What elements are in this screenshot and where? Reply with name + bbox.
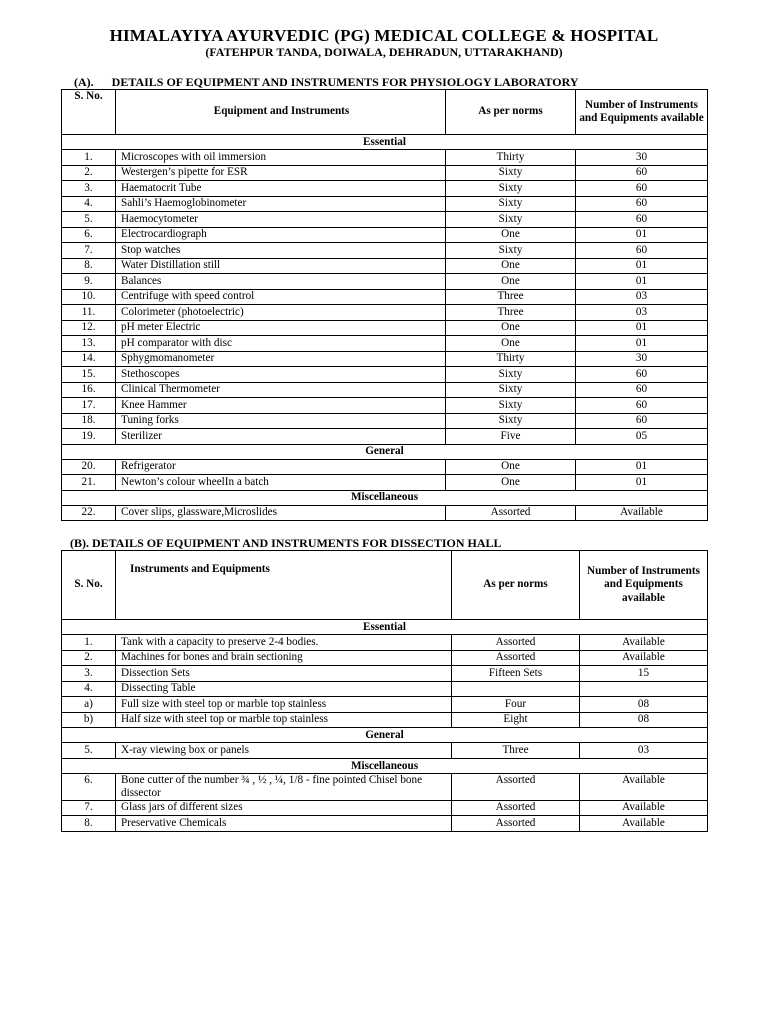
cell-item: Tuning forks [116,413,446,429]
cell-sno: 4. [62,196,116,212]
table-row [62,475,708,491]
table-row [62,712,708,728]
cell-item: Bone cutter of the number ¾ , ½ , ¼, 1/8 - fine pointed Chisel bone dissector [116,773,452,800]
group-label: General [62,444,708,459]
table-row [62,181,708,197]
cell-norms: Fifteen Sets [452,666,580,682]
cell-sno: 8. [62,816,116,832]
table-row [62,305,708,321]
cell-item: Centrifuge with speed control [116,289,446,305]
cell-sno: 4. [62,681,116,697]
cell-available: 05 [576,429,708,445]
cell-norms: Assorted [452,650,580,666]
header-sno: S. No. [62,90,116,135]
cell-norms: One [446,227,576,243]
cell-item: Newton’s colour wheelIn a batch [116,475,446,491]
group-row [62,620,708,635]
cell-norms: Sixty [446,181,576,197]
cell-available: 60 [576,243,708,259]
table-header-row [62,551,708,620]
table-row [62,505,708,521]
page-title: HIMALAYIYA AYURVEDIC (PG) MEDICAL COLLEGE & HOSPITAL [109,26,659,45]
cell-norms: Sixty [446,398,576,414]
table-row [62,165,708,181]
table-row [62,666,708,682]
cell-norms: One [446,459,576,475]
cell-sno: 7. [62,800,116,816]
header-norms: As per norms [446,90,576,135]
cell-available: Available [580,800,708,816]
table-row [62,243,708,259]
cell-sno: 6. [62,227,116,243]
table-row [62,635,708,651]
page-subtitle: (FATEHPUR TANDA, DOIWALA, DEHRADUN, UTTARAKHAND) [205,45,563,59]
table-header-row [62,90,708,135]
cell-item: Colorimeter (photoelectric) [116,305,446,321]
cell-norms: Three [446,289,576,305]
section-a-heading: (A). DETAILS OF EQUIPMENT AND INSTRUMENTS FOR PHYSIOLOGY LABORATORY [74,75,579,89]
cell-item: Knee Hammer [116,398,446,414]
cell-item: X-ray viewing box or panels [116,743,452,759]
cell-sno: 5. [62,743,116,759]
cell-norms: Sixty [446,367,576,383]
cell-norms: Three [446,305,576,321]
cell-available [580,681,708,697]
table-row [62,258,708,274]
cell-available: 01 [576,336,708,352]
group-row [62,135,708,150]
table-row [62,773,708,800]
cell-available: 60 [576,212,708,228]
cell-sno: 3. [62,666,116,682]
cell-norms: Eight [452,712,580,728]
cell-item: Stethoscopes [116,367,446,383]
cell-item: Machines for bones and brain sectioning [116,650,452,666]
cell-sno: 15. [62,367,116,383]
cell-item: Half size with steel top or marble top stainless [116,712,452,728]
physiology-equipment-table [61,89,708,521]
cell-sno: 2. [62,165,116,181]
cell-item: Clinical Thermometer [116,382,446,398]
table-row [62,650,708,666]
cell-available: 60 [576,382,708,398]
cell-available: 03 [580,743,708,759]
table-row [62,816,708,832]
cell-norms: One [446,475,576,491]
group-label: General [62,728,708,743]
table-row [62,413,708,429]
cell-norms: Sixty [446,196,576,212]
cell-norms: One [446,320,576,336]
cell-available: 60 [576,413,708,429]
group-row [62,490,708,505]
table-row [62,743,708,759]
cell-norms: Sixty [446,243,576,259]
cell-sno: 14. [62,351,116,367]
cell-available: Available [580,816,708,832]
table-row [62,800,708,816]
cell-available: 01 [576,274,708,290]
cell-sno: b) [62,712,116,728]
cell-item: Dissection Sets [116,666,452,682]
cell-available: 60 [576,398,708,414]
cell-norms: Thirty [446,150,576,166]
cell-item: Dissecting Table [116,681,452,697]
cell-available: 01 [576,258,708,274]
cell-norms: Four [452,697,580,713]
cell-sno: 10. [62,289,116,305]
cell-sno: 7. [62,243,116,259]
cell-available: 01 [576,459,708,475]
cell-item: Balances [116,274,446,290]
cell-item: pH meter Electric [116,320,446,336]
cell-norms [452,681,580,697]
table-row [62,367,708,383]
cell-sno: 13. [62,336,116,352]
cell-item: Microscopes with oil immersion [116,150,446,166]
cell-norms: Assorted [452,816,580,832]
cell-norms: Assorted [452,773,580,800]
cell-norms: Thirty [446,351,576,367]
cell-item: Cover slips, glassware,Microslides [116,505,446,521]
cell-available: 30 [576,351,708,367]
cell-item: Glass jars of different sizes [116,800,452,816]
table-row [62,398,708,414]
cell-sno: 22. [62,505,116,521]
cell-available: 15 [580,666,708,682]
cell-available: Available [580,635,708,651]
group-label: Miscellaneous [62,490,708,505]
cell-sno: 2. [62,650,116,666]
cell-norms: Assorted [452,635,580,651]
table-row [62,697,708,713]
table-row [62,429,708,445]
cell-available: Available [576,505,708,521]
cell-available: 60 [576,367,708,383]
header-available: Number of Instruments and Equipments available [576,90,708,135]
cell-available: 01 [576,320,708,336]
cell-available: 01 [576,227,708,243]
cell-item: Stop watches [116,243,446,259]
cell-sno: 19. [62,429,116,445]
cell-available: 08 [580,712,708,728]
cell-item: Sphygmomanometer [116,351,446,367]
cell-item: Haemocytometer [116,212,446,228]
cell-available: 01 [576,475,708,491]
cell-sno: 3. [62,181,116,197]
dissection-hall-table [61,550,708,832]
table-row [62,351,708,367]
cell-sno: 1. [62,150,116,166]
table-row [62,227,708,243]
cell-available: 60 [576,165,708,181]
cell-item: pH comparator with disc [116,336,446,352]
cell-item: Sterilizer [116,429,446,445]
cell-available: Available [580,773,708,800]
cell-available: 60 [576,181,708,197]
group-row [62,444,708,459]
cell-sno: 12. [62,320,116,336]
cell-norms: Sixty [446,165,576,181]
table-row [62,459,708,475]
cell-norms: Three [452,743,580,759]
header-norms: As per norms [452,551,580,620]
cell-norms: Assorted [452,800,580,816]
cell-sno: 5. [62,212,116,228]
cell-available: 60 [576,196,708,212]
cell-available: 30 [576,150,708,166]
cell-item: Refrigerator [116,459,446,475]
group-label: Essential [62,620,708,635]
cell-item: Water Distillation still [116,258,446,274]
cell-sno: 6. [62,773,116,800]
table-row [62,196,708,212]
cell-item: Full size with steel top or marble top stainless [116,697,452,713]
table-row [62,289,708,305]
table-row [62,681,708,697]
header-available: Number of Instruments and Equipments available [580,551,708,620]
header-sno: S. No. [62,551,116,620]
cell-item: Tank with a capacity to preserve 2-4 bodies. [116,635,452,651]
cell-norms: Sixty [446,413,576,429]
cell-item: Westergen’s pipette for ESR [116,165,446,181]
cell-norms: Five [446,429,576,445]
cell-available: Available [580,650,708,666]
group-label: Essential [62,135,708,150]
section-b-heading: (B). DETAILS OF EQUIPMENT AND INSTRUMENTS FOR DISSECTION HALL [70,536,502,550]
group-row [62,758,708,773]
table-row [62,320,708,336]
table-row [62,274,708,290]
cell-sno: 9. [62,274,116,290]
cell-norms: One [446,336,576,352]
cell-available: 03 [576,289,708,305]
cell-available: 08 [580,697,708,713]
cell-sno: 16. [62,382,116,398]
cell-available: 03 [576,305,708,321]
cell-item: Sahli’s Haemoglobinometer [116,196,446,212]
cell-norms: Sixty [446,212,576,228]
table-row [62,336,708,352]
cell-item: Haematocrit Tube [116,181,446,197]
cell-sno: a) [62,697,116,713]
table-row [62,382,708,398]
cell-sno: 11. [62,305,116,321]
cell-norms: One [446,258,576,274]
header-item: Equipment and Instruments [116,90,446,135]
cell-sno: 20. [62,459,116,475]
cell-norms: Sixty [446,382,576,398]
cell-norms: Assorted [446,505,576,521]
cell-norms: One [446,274,576,290]
cell-sno: 18. [62,413,116,429]
cell-sno: 21. [62,475,116,491]
group-label: Miscellaneous [62,758,708,773]
table-row [62,150,708,166]
cell-item: Preservative Chemicals [116,816,452,832]
cell-sno: 8. [62,258,116,274]
cell-sno: 1. [62,635,116,651]
cell-sno: 17. [62,398,116,414]
header-item: Instruments and Equipments [116,551,452,620]
cell-item: Electrocardiograph [116,227,446,243]
group-row [62,728,708,743]
table-row [62,212,708,228]
